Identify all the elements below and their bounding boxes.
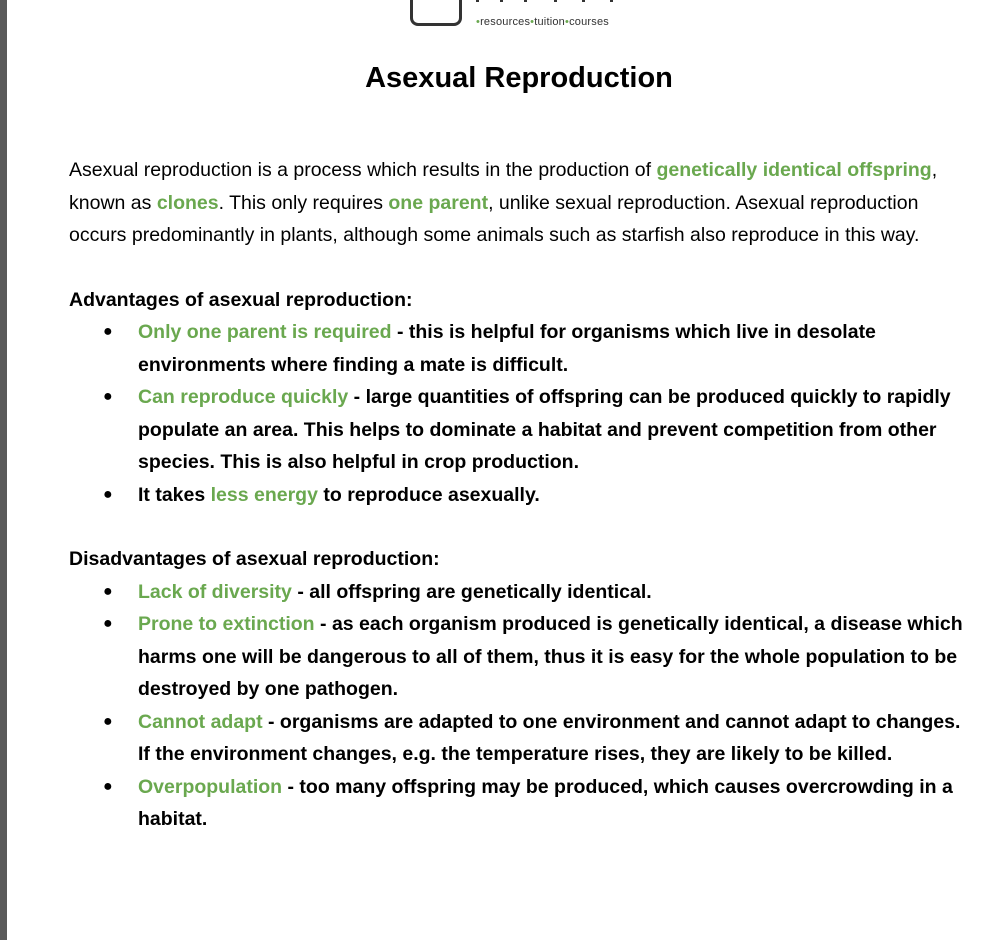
list-item: ● Lack of diversity - all offspring are genetically identical. [138,576,969,609]
list-item: ● Only one parent is required - this is helpful for organisms which live in desolate environments where finding a mate is difficult. [138,316,969,381]
disadvantages-heading: Disadvantages of asexual reproduction: [69,548,440,570]
page-title: Asexual Reproduction [365,62,673,94]
bullet-icon: ● [103,615,113,632]
bullet-icon: ● [103,323,113,340]
bullet-icon: ● [103,485,113,503]
list-item: ● Overpopulation - too many offspring may be produced, which causes overcrowding in a habitat. [138,771,969,836]
page-left-border [0,0,7,940]
list-item: ● Prone to extinction - as each organism produced is genetically identical, a disease which harms one will be dangerous to all of them, thus it is easy for the whole population to be destroyed by one pathogen. [138,608,969,706]
advantages-list [69,316,969,511]
intro-paragraph: Asexual reproduction is a process which results in the production of genetically identical offspring, known as clones. This only requires one parent, unlike sexual reproduction. Asexual reproduction occurs predominantly in plants, although some animals such as starfish also reproduce in this way. [69,159,938,246]
bullet-icon: ● [103,582,113,600]
advantages-heading: Advantages of asexual reproduction: [69,288,413,311]
logo-tagline: •resources•tuition•courses [476,16,609,28]
disadvantages-list [69,576,969,836]
bullet-icon: ● [103,712,113,730]
bullet-icon: ● [103,777,113,795]
brand-logo [410,0,640,32]
list-item: ● Cannot adapt - organisms are adapted to one environment and cannot adapt to changes. If the environment changes, e.g. the temperature rises, they are likely to be killed. [138,706,969,771]
logo-letters-icon [476,0,621,2]
logo-box-icon [410,0,462,26]
document-body [69,154,969,836]
bullet-icon: ● [103,388,113,405]
list-item: ● Can reproduce quickly - large quantities of offspring can be produced quickly to rapidly populate an area. This helps to dominate a habitat and prevent competition from other species. This is also helpful in crop production. [138,381,969,479]
list-item: ● It takes less energy to reproduce asexually. [138,479,969,512]
